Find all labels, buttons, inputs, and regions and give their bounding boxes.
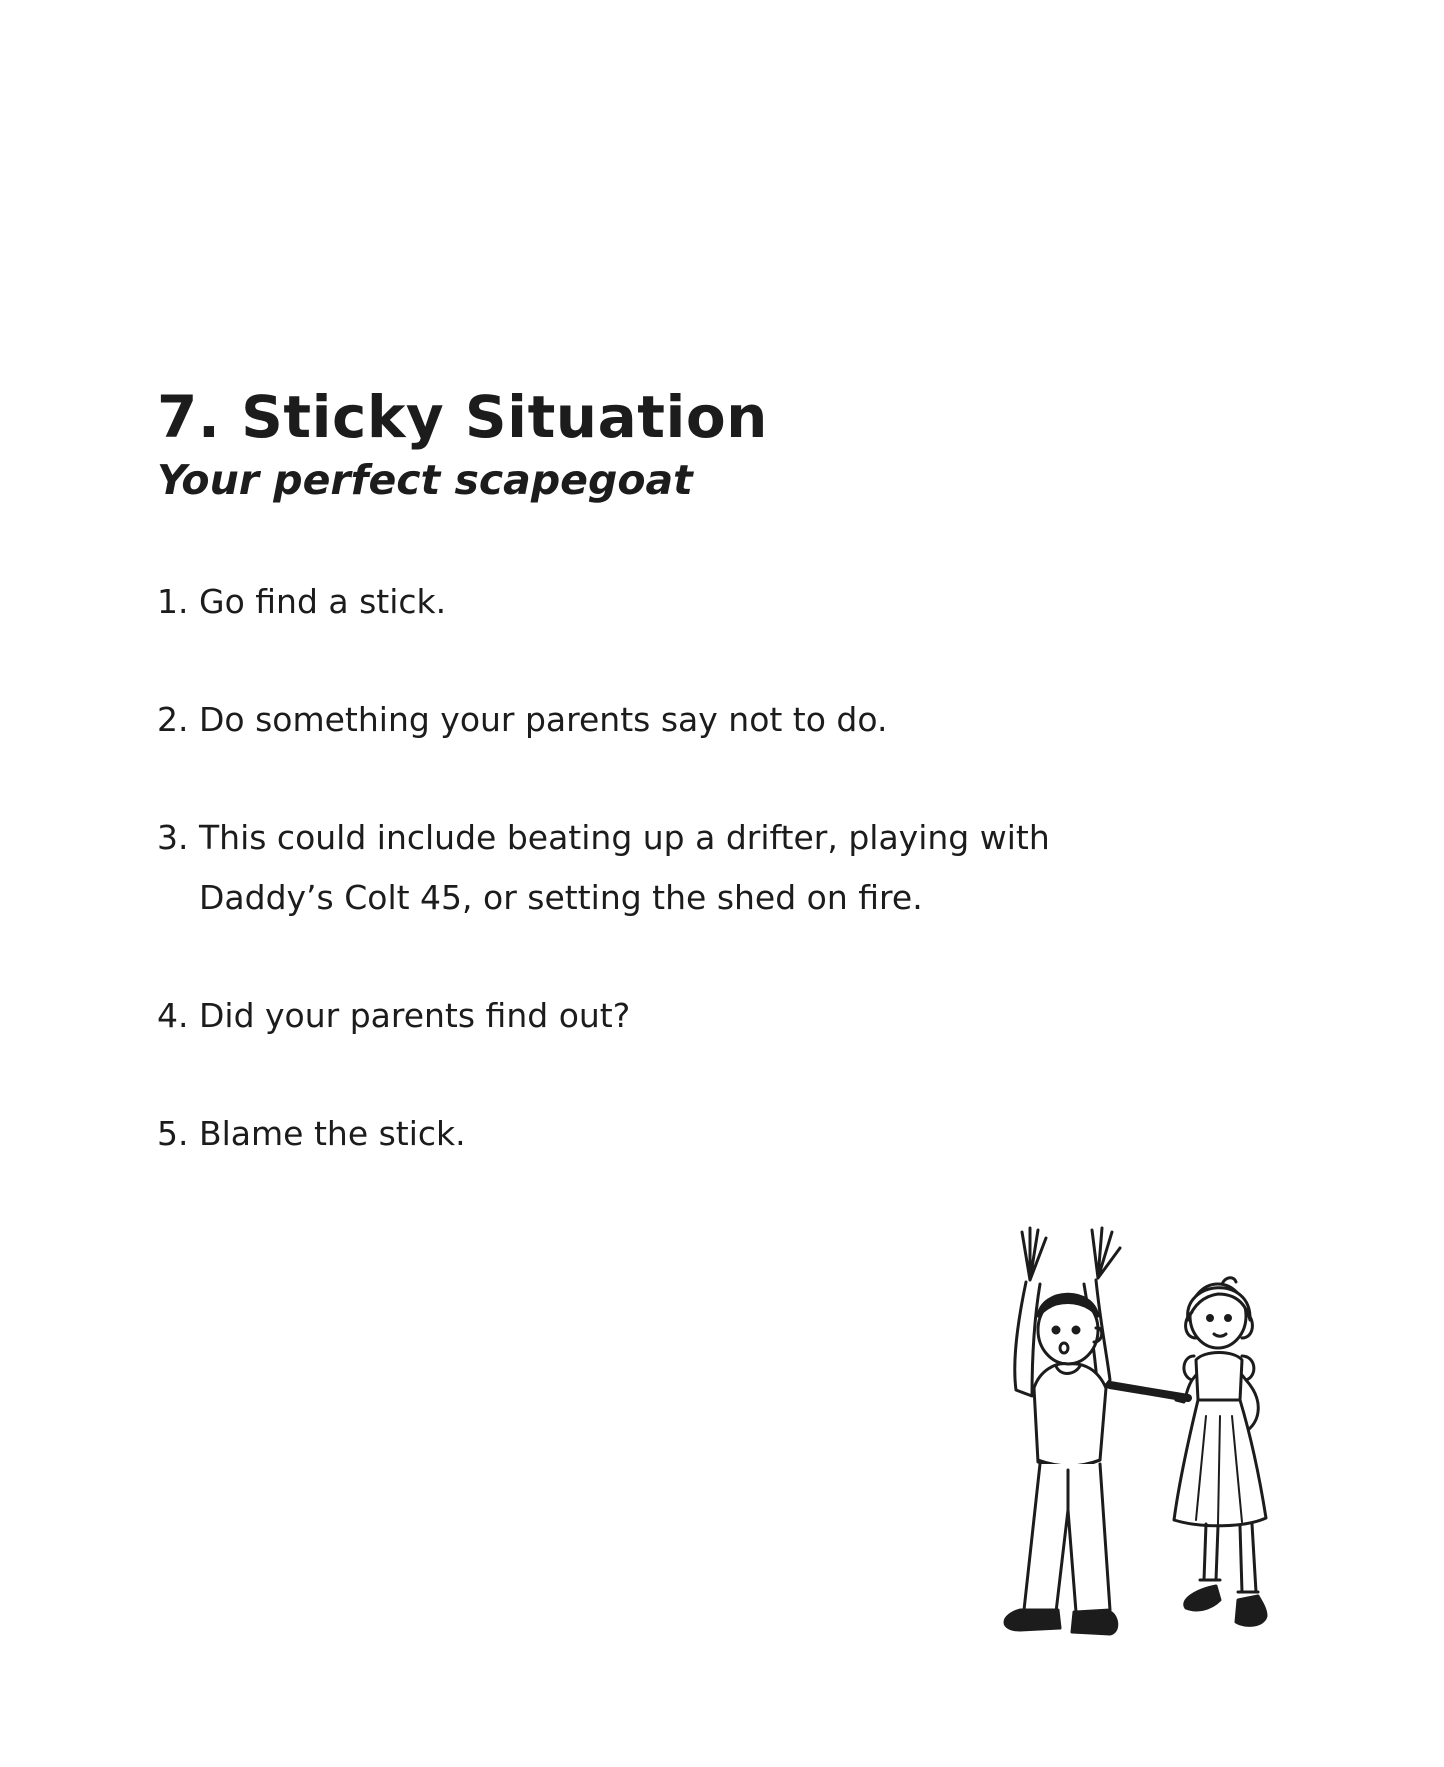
list-item [157, 572, 1057, 632]
step-text: Do something your parents say not to do. [199, 700, 888, 739]
step-number: 4. [157, 996, 189, 1035]
step-text: Go find a stick. [199, 582, 447, 621]
step-text: This could include beating up a drifter, playing with Daddy’s Colt 45, or setting the shed on fire. [199, 818, 1050, 917]
boy-and-girl-with-stick-illustration [960, 1220, 1320, 1660]
step-number: 1. [157, 582, 189, 621]
step-text: Blame the stick. [199, 1114, 466, 1153]
steps-list [157, 572, 1057, 1222]
boy-figure [1005, 1228, 1120, 1634]
stick [1110, 1385, 1188, 1398]
list-item [157, 1104, 1057, 1164]
list-item [157, 690, 1057, 750]
list-item [157, 986, 1057, 1046]
step-number: 2. [157, 700, 189, 739]
step-text: Did your parents find out? [199, 996, 631, 1035]
step-number: 3. [157, 818, 189, 857]
section-subtitle: Your perfect scapegoat [157, 456, 693, 504]
list-item [157, 808, 1057, 928]
section-title: 7. Sticky Situation [157, 383, 768, 451]
step-number: 5. [157, 1114, 189, 1153]
girl-figure [1174, 1278, 1266, 1626]
